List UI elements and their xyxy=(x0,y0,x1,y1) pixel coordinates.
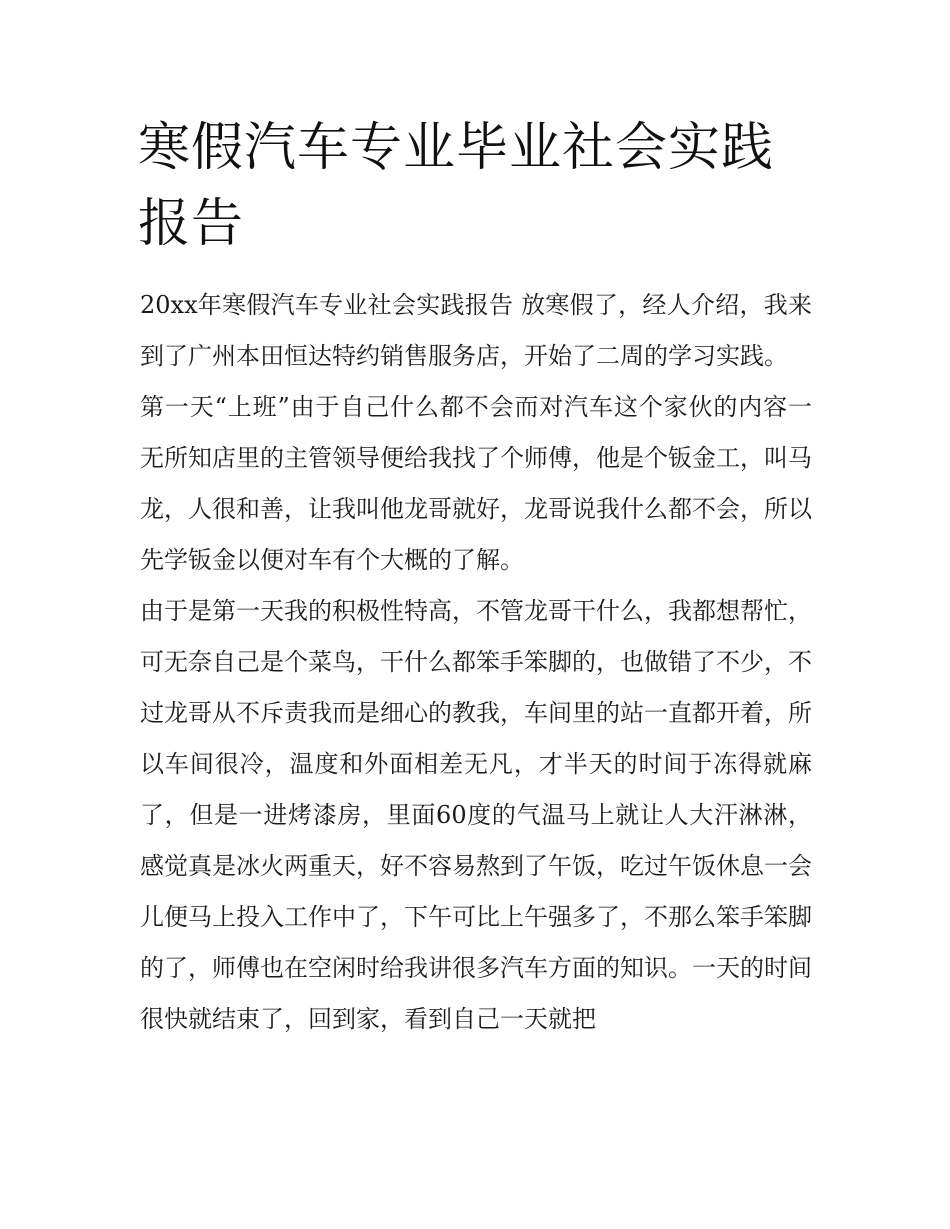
paragraph-first-day: 第一天“上班”由于自己什么都不会而对汽车这个家伙的内容一无所知店里的主管领导便给我找了个师傅，他是个钣金工，叫马龙，人很和善，让我叫他龙哥就好，龙哥说我什么都不会，所以先学钣金以便对车有个大概的了解。 xyxy=(140,393,812,574)
paragraph-intro: 20xx年寒假汽车专业社会实践报告 放寒假了，经人介绍，我来到了广州本田恒达特约销售服务店，开始了二周的学习实践。 xyxy=(140,291,812,370)
document-body xyxy=(140,280,812,1045)
document-title: 寒假汽车专业毕业社会实践报告 xyxy=(138,118,775,254)
paragraph-workshop: 由于是第一天我的积极性特高，不管龙哥干什么，我都想帮忙，可无奈自己是个菜鸟，干什么都笨手笨脚的，也做错了不少，不过龙哥从不斥责我而是细心的教我，车间里的站一直都开着，所以车间很冷，温度和外面相差无凡，才半天的时间于冻得就麻了，但是一进烤漆房，里面60度的气温马上就让人大汗淋淋，感觉真是冰火两重天，好不容易熬到了午饭，吃过午饭休息一会儿便马上投入工作中了，下午可比上午强多了，不那么笨手笨脚的了，师傅也在空闲时给我讲很多汽车方面的知识。一天的时间很快就结束了，回到家，看到自己一天就把 xyxy=(140,597,812,1033)
